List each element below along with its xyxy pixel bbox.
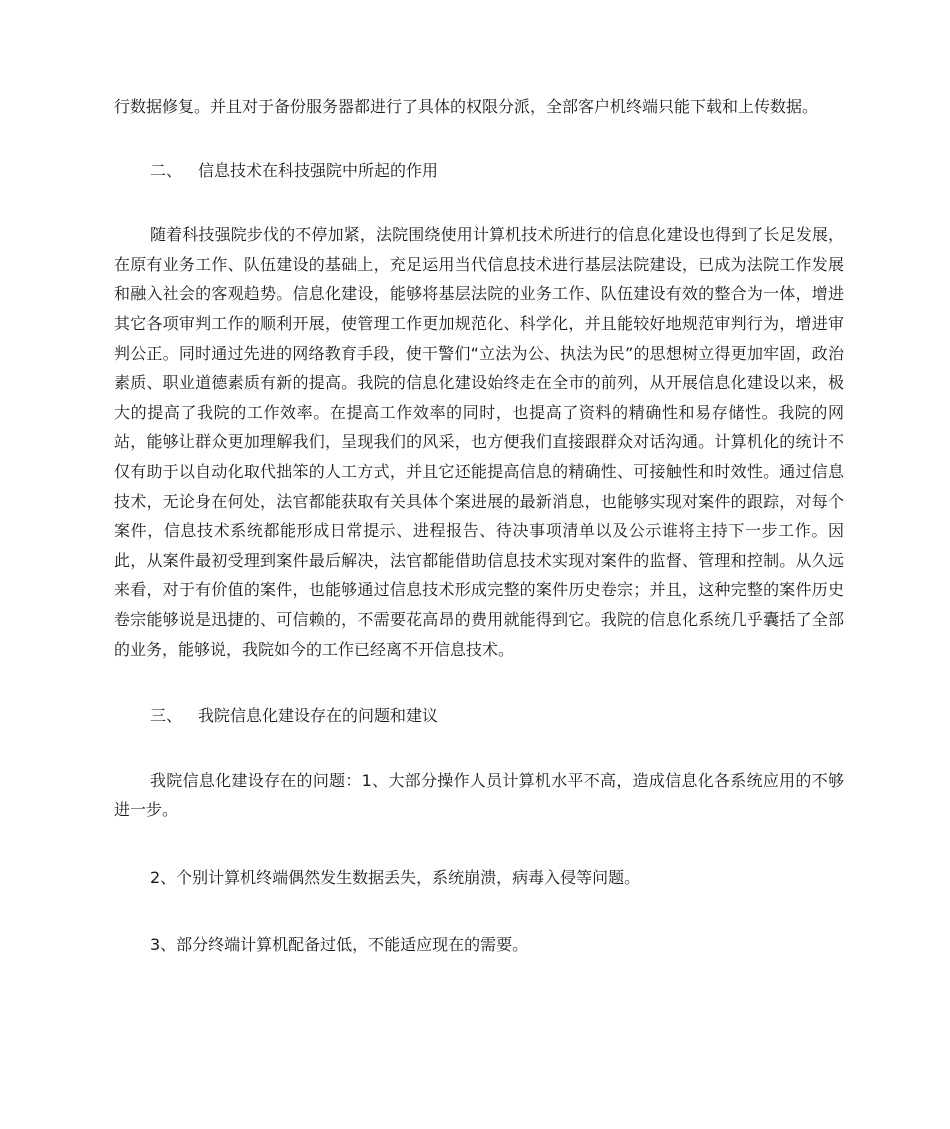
paragraph-body: 随着科技强院步伐的不停加紧，法院围绕使用计算机技术所进行的信息化建设也得到了长足发展，在原有业务工作、队伍建设的基础上，充足运用当代信息技术进行基层法院建设，已成为法院工作发展和融入社会的客观趋势。信息化建设，能够将基层法院的业务工作、队伍建设有效的整合为一体，增进其它各项审判工作的顺利开展，使管理工作更加规范化、科学化，并且能较好地规范审判行为，增进审判公正。同时通过先进的网络教育手段，使干警们“立法为公、执法为民”的思想树立得更加牢固，政治素质、职业道德素质有新的提高。我院的信息化建设始终走在全市的前列，从开展信息化建设以来，极大的提高了我院的工作效率。在提高工作效率的同时，也提高了资料的精确性和易存储性。我院的网站，能够让群众更加理解我们，呈现我们的风采，也方便我们直接跟群众对话沟通。计算机化的统计不仅有助于以自动化取代拙笨的人工方式，并且它还能提高信息的精确性、可接触性和时效性。通过信息技术，无论身在何处，法官都能获取有关具体个案进展的最新消息，也能够实现对案件的跟踪，对每个案件，信息技术系统都能形成日常提示、进程报告、待决事项清单以及公示谁将主持下一步工作。因此，从案件最初受理到案件最后解决，法官都能借助信息技术实现对案件的监督、管理和控制。从久远来看，对于有价值的案件，也能够通过信息技术形成完整的案件历史卷宗；并且，这种完整的案件历史卷宗能够说是迅捷的、可信赖的，不需要花高昂的费用就能得到它。我院的信息化系统几乎囊括了全部的业务，能够说，我院如今的工作已经离不开信息技术。: [114, 225, 844, 659]
paragraph-issue-2: 2、个别计算机终端偶然发生数据丢失，系统崩溃，病毒入侵等问题。: [150, 867, 641, 887]
paragraph-issue-3: 3、部分终端计算机配备过低，不能适应现在的需要。: [150, 935, 529, 955]
paragraph-continued: 行数据修复。并且对于备份服务器都进行了具体的权限分派，全部客户机终端只能下载和上传数据。: [114, 97, 819, 116]
section-title: 我院信息化建设存在的问题和建议: [198, 706, 439, 726]
section-heading-3: [114, 701, 844, 731]
section-title: 信息技术在科技强院中所起的作用: [198, 160, 439, 180]
document-body: [114, 92, 844, 960]
section-number: 三、: [150, 706, 183, 726]
section-heading-2: [114, 156, 844, 186]
paragraph-issues-intro: 我院信息化建设存在的问题：1、大部分操作人员计算机水平不高，造成信息化各系统应用的不够进一步。: [114, 770, 844, 820]
section-number: 二、: [150, 160, 183, 180]
